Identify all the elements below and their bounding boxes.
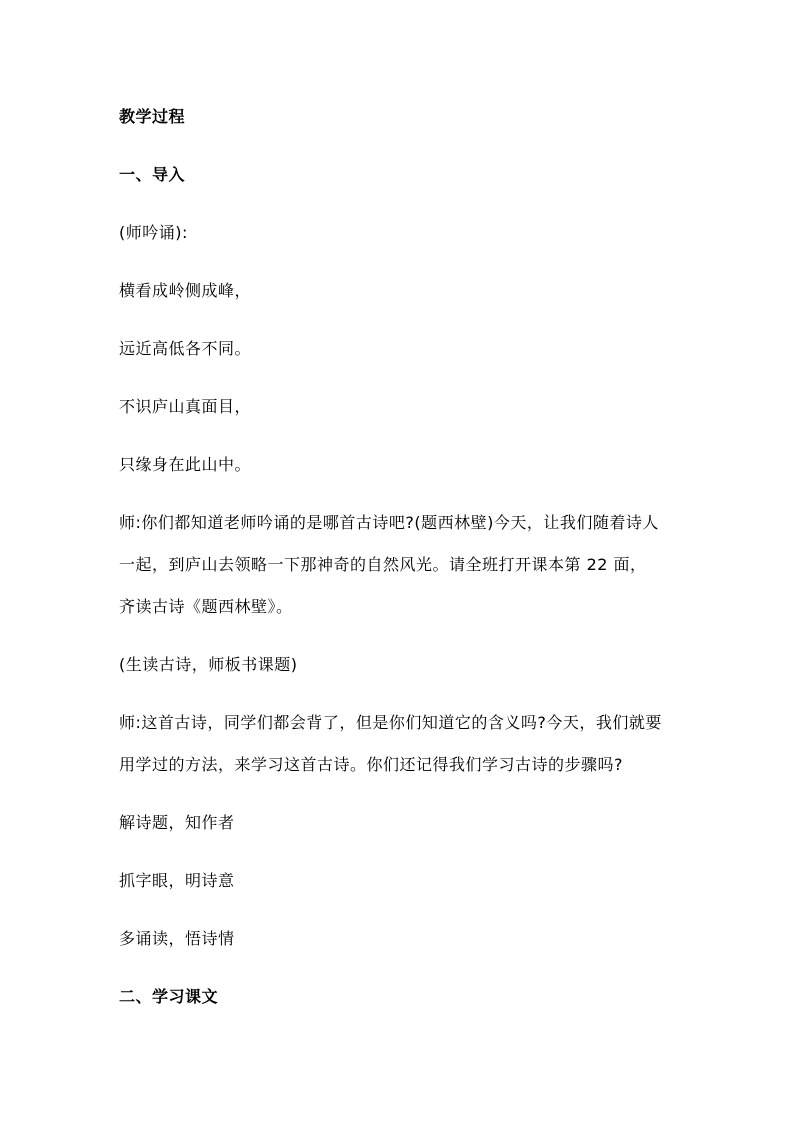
document-heading: 教学过程 — [119, 107, 186, 126]
paragraph-line: 师:这首古诗，同学们都会背了，但是你们知道它的含义吗?今天，我们就要 — [119, 713, 662, 732]
paragraph-line: 一起，到庐山去领略一下那神奇的自然风光。请全班打开课本第 22 面， — [119, 555, 647, 574]
stage-direction-note: (生读古诗，师板书课题) — [119, 655, 298, 674]
section-title-introduction: 一、导入 — [119, 165, 186, 184]
step-item: 多诵读，悟诗情 — [119, 929, 235, 948]
stage-direction-teacher-recite: (师吟诵): — [119, 223, 188, 242]
section-title-study-text: 二、学习课文 — [119, 987, 219, 1006]
paragraph-line: 齐读古诗《题西林壁》。 — [119, 597, 293, 616]
paragraph-line: 用学过的方法，来学习这首古诗。你们还记得我们学习古诗的步骤吗? — [119, 755, 623, 774]
poem-line: 远近高低各不同。 — [119, 339, 252, 358]
poem-line: 只缘身在此山中。 — [119, 455, 252, 474]
paragraph-line: 师:你们都知道老师吟诵的是哪首古诗吧?(题西林壁)今天，让我们随着诗人 — [119, 513, 659, 532]
step-item: 解诗题，知作者 — [119, 813, 235, 832]
step-item: 抓字眼，明诗意 — [119, 871, 235, 890]
poem-line: 不识庐山真面目， — [119, 397, 252, 416]
poem-line: 横看成岭侧成峰， — [119, 281, 252, 300]
